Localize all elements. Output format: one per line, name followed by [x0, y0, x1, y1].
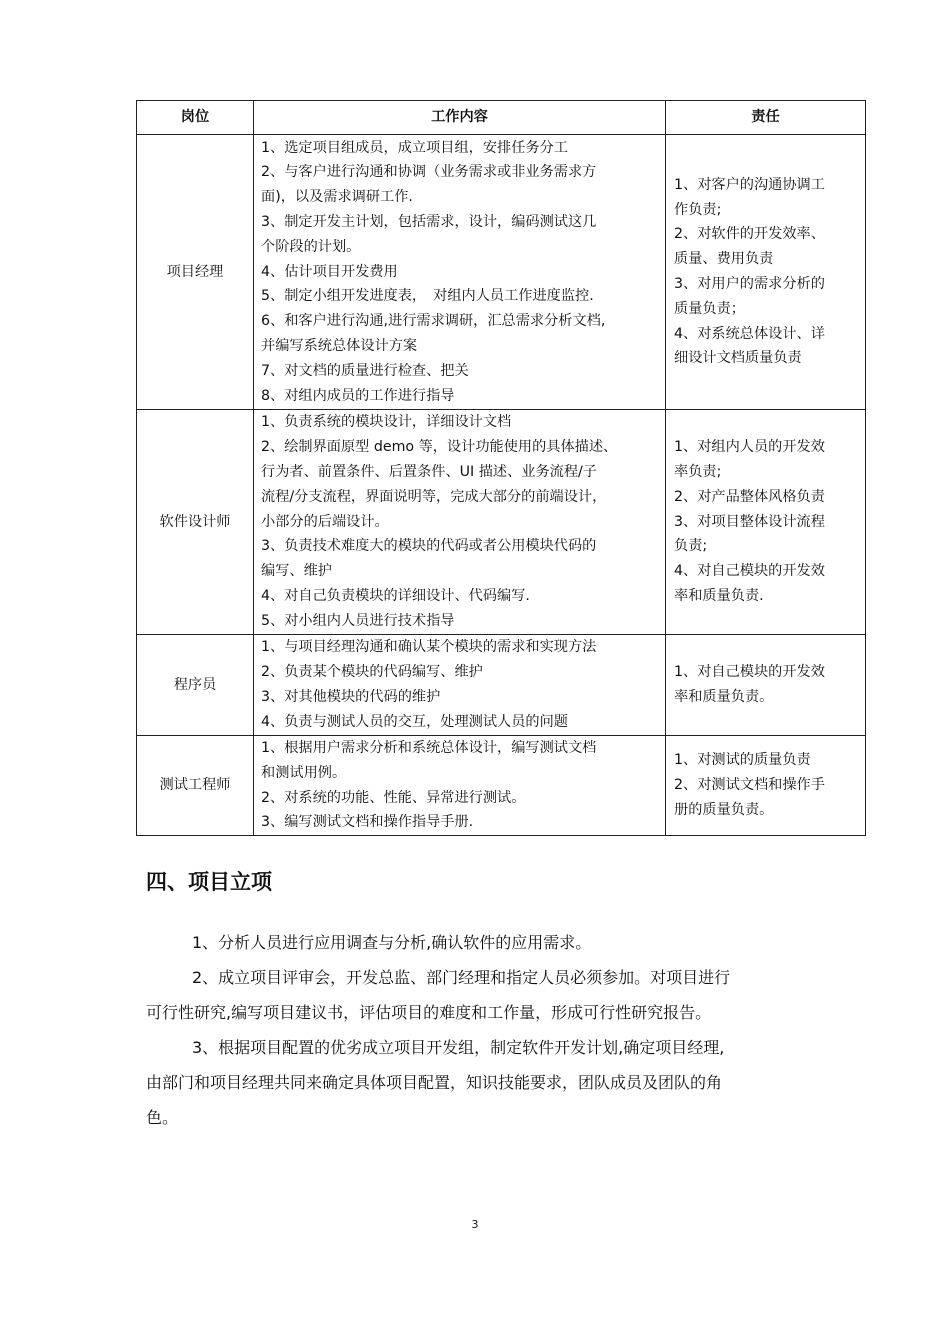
content-line: 个阶段的计划。 — [261, 238, 361, 255]
position-cell: 程序员 — [137, 635, 254, 736]
paragraph-line: 1、分析人员进行应用调查与分析,确认软件的应用需求。 — [192, 933, 592, 952]
responsibility-line: 册的质量负责。 — [674, 801, 774, 818]
page-number: 3 — [471, 1218, 479, 1231]
content-cell — [254, 410, 666, 635]
content-line: 并编写系统总体设计方案 — [261, 337, 418, 354]
paragraph-line: 色。 — [146, 1108, 179, 1127]
content-line: 4、对自己负责模块的详细设计、代码编写. — [261, 587, 530, 604]
responsibility-line: 率和质量负责. — [674, 587, 764, 604]
content-line: 2、与客户进行沟通和协调（业务需求或非业务需求方 — [261, 164, 597, 181]
content-line: 小部分的后端设计。 — [261, 513, 389, 530]
content-line: 1、选定项目组成员，成立项目组，安排任务分工 — [261, 139, 568, 156]
content-line: 和测试用例。 — [261, 764, 347, 781]
table-row — [137, 410, 866, 635]
paragraph-line: 2、成立项目评审会，开发总监、部门经理和指定人员必须参加。对项目进行 — [192, 968, 731, 987]
content-line: 5、对小组内人员进行技术指导 — [261, 612, 455, 629]
responsibility-line: 1、对自己模块的开发效 — [674, 664, 825, 681]
paragraph-line: 3、根据项目配置的优劣成立项目开发组，制定软件开发计划,确定项目经理, — [192, 1038, 725, 1057]
content-line: 1、根据用户需求分析和系统总体设计，编写测试文档 — [261, 740, 597, 756]
section-heading: 四、项目立项 — [146, 870, 272, 894]
content-line: 2、对系统的功能、性能、异常进行测试。 — [261, 789, 526, 806]
responsibility-line: 2、对软件的开发效率、 — [674, 226, 825, 243]
content-line: 8、对组内成员的工作进行指导 — [261, 387, 455, 404]
content-line: 4、估计项目开发费用 — [261, 263, 398, 280]
table-row — [137, 135, 866, 410]
content-cell — [254, 135, 666, 410]
responsibility-cell — [666, 736, 866, 836]
content-line: 3、编写测试文档和操作指导手册. — [261, 814, 474, 831]
responsibility-line: 2、对产品整体风格负责 — [674, 488, 825, 505]
content-line: 1、负责系统的模块设计，详细设计文档 — [261, 414, 512, 431]
responsibility-line: 质量、费用负责 — [674, 251, 774, 268]
content-line: 3、对其他模块的代码的维护 — [261, 689, 441, 705]
header-responsibility: 责任 — [666, 101, 866, 135]
responsibility-cell — [666, 410, 866, 635]
paragraph-2 — [146, 960, 846, 1030]
responsibility-line: 率负责; — [674, 464, 722, 480]
responsibility-line: 2、对测试文档和操作手 — [674, 777, 825, 794]
position-cell: 软件设计师 — [137, 410, 254, 635]
responsibility-line: 1、对组内人员的开发效 — [674, 439, 825, 456]
table-row — [137, 736, 866, 836]
paragraph-line: 由部门和项目经理共同来确定具体项目配置，知识技能要求，团队成员及团队的角 — [146, 1073, 723, 1092]
content-line: 4、负责与测试人员的交互，处理测试人员的问题 — [261, 713, 568, 730]
responsibility-line: 质量负责； — [674, 300, 745, 317]
responsibility-cell — [666, 635, 866, 736]
header-position: 岗位 — [137, 101, 254, 135]
content-line: 行为者、前置条件、后置条件、UI 描述、业务流程/子 — [261, 464, 597, 480]
content-line: 编写、维护 — [261, 563, 332, 580]
header-content: 工作内容 — [254, 101, 666, 135]
responsibility-line: 负责; — [674, 538, 708, 555]
content-line: 2、绘制界面原型 demo 等，设计功能使用的具体描述、 — [261, 439, 618, 456]
responsibility-line: 3、对用户的需求分析的 — [674, 276, 825, 292]
content-line: 6、和客户进行沟通,进行需求调研，汇总需求分析文档, — [261, 313, 606, 330]
content-line: 7、对文档的质量进行检查、把关 — [261, 362, 469, 379]
content-line: 5、制定小组开发进度表， 对组内人员工作进度监控. — [261, 288, 594, 305]
content-line: 面)，以及需求调研工作. — [261, 189, 413, 206]
paragraph-line: 可行性研究,编写项目建议书，评估项目的难度和工作量，形成可行性研究报告。 — [146, 1003, 712, 1022]
paragraph-3 — [146, 1030, 846, 1135]
content-cell — [254, 736, 666, 836]
content-line: 流程/分支流程，界面说明等，完成大部分的前端设计， — [261, 488, 607, 505]
responsibility-line: 4、对自己模块的开发效 — [674, 563, 825, 580]
responsibility-line: 作负责; — [674, 201, 722, 218]
content-line: 3、制定开发主计划，包括需求，设计，编码测试这几 — [261, 214, 597, 230]
position-cell: 测试工程师 — [137, 736, 254, 836]
table-row — [137, 635, 866, 736]
responsibility-line: 1、对测试的质量负责 — [674, 752, 811, 769]
table-header-row — [137, 101, 866, 135]
content-cell — [254, 635, 666, 736]
responsibility-line: 1、对客户的沟通协调工 — [674, 176, 825, 193]
responsibility-cell — [666, 135, 866, 410]
responsibility-line: 3、对项目整体设计流程 — [674, 513, 825, 530]
responsibility-line: 细设计文档质量负责 — [674, 350, 802, 367]
content-line: 2、负责某个模块的代码编写、维护 — [261, 664, 483, 681]
roles-table — [136, 100, 866, 836]
position-cell: 项目经理 — [137, 135, 254, 410]
paragraph-1 — [146, 925, 846, 960]
content-line: 1、与项目经理沟通和确认某个模块的需求和实现方法 — [261, 639, 597, 656]
responsibility-line: 率和质量负责。 — [674, 689, 774, 705]
content-line: 3、负责技术难度大的模块的代码或者公用模块代码的 — [261, 538, 597, 555]
responsibility-line: 4、对系统总体设计、详 — [674, 325, 825, 342]
